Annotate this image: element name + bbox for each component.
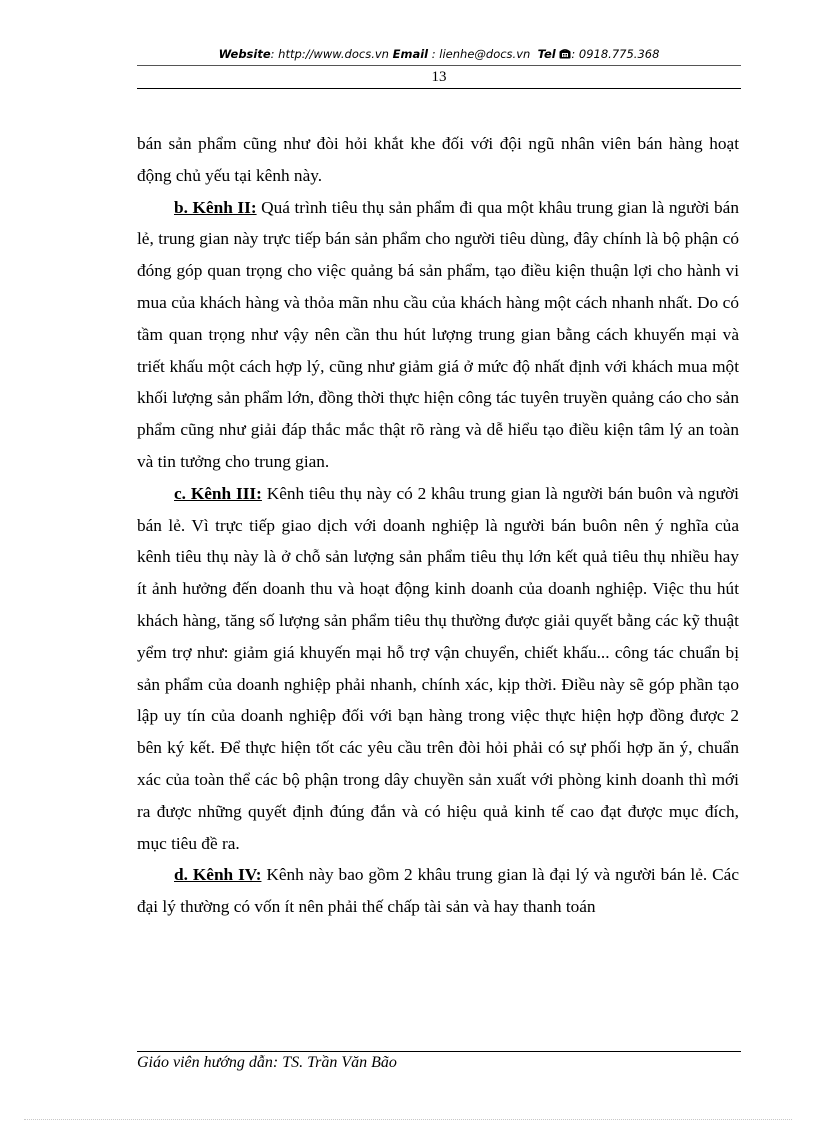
tel-label: Tel — [537, 47, 556, 61]
section-heading: b. Kênh II: — [174, 197, 257, 217]
email-value: : lienhe@docs.vn — [431, 47, 531, 61]
paragraph — [137, 128, 739, 192]
header-divider — [137, 65, 741, 66]
paragraph-text: Kênh này bao gồm 2 khâu trung gian là đại lý và người bán lẻ. Các đại lý thường có vốn ít nên phải thế chấp tài sản và hay thanh toán — [137, 865, 739, 917]
website-label: Website — [218, 47, 271, 61]
section-heading: c. Kênh III: — [174, 483, 262, 503]
page-header — [137, 47, 741, 61]
email-label: Email — [392, 47, 429, 61]
section-heading: d. Kênh IV: — [174, 865, 262, 885]
paragraph — [137, 478, 739, 860]
page-number-divider — [137, 88, 741, 89]
paragraph-text: Kênh tiêu thụ này có 2 khâu trung gian là người bán buôn và người bán lẻ. Vì trực tiếp giao dịch với doanh nghiệp là người bán buôn nên ý nghĩa của kênh tiêu thụ này là ở chỗ sản lượng sản phẩm tiêu thụ lớn kết quả tiêu thụ nhiều hay ít ảnh hưởng đến doanh thu và hoạt động kinh doanh của doanh nghiệp. Việc thu hút khách hàng, tăng số lượng sản phẩm tiêu thụ thường được giải quyết bằng các kỹ thuật yểm trợ như: giảm giá khuyến mại hỗ trợ vận chuyển, chiết khấu... công tác chuẩn bị sản phẩm của doanh nghiệp phải nhanh, chính xác, kịp thời. Điều này sẽ góp phần tạo lập uy tín của doanh nghiệp đối với bạn hàng trong việc thực hiện hợp đồng được 2 bên ký kết. Để thực hiện tốt các yêu cầu trên đòi hỏi phải có sự phối hợp ăn ý, chuẩn xác của toàn thể các bộ phận trong dây chuyền sản xuất với phòng kinh doanh thì mới ra được những quyết định đúng đắn và có hiệu quả kinh tế cao đạt được mục đích, mục tiêu đề ra. — [137, 483, 739, 853]
phone-icon — [559, 48, 571, 59]
page-edge — [24, 1119, 792, 1120]
tel-value: : 0918.775.368 — [571, 47, 660, 61]
website-value: : http://www.docs.vn — [270, 47, 389, 61]
body-text — [137, 128, 739, 923]
paragraph — [137, 859, 739, 923]
page-number: 13 — [431, 69, 447, 85]
paragraph-text: bán sản phẩm cũng như đòi hỏi khắt khe đối với đội ngũ nhân viên bán hàng hoạt động chủ yếu tại kênh này. — [137, 134, 739, 185]
footer-divider — [137, 1051, 741, 1052]
paragraph-text: Quá trình tiêu thụ sản phẩm đi qua một khâu trung gian là người bán lẻ, trung gian này trực tiếp bán sản phẩm cho người tiêu dùng, đây chính là bộ phận có đóng góp quan trọng cho việc quảng bá sản phẩm, tạo điều kiện thuận lợi cho hành vi mua của khách hàng và thỏa mãn nhu cầu của khách hàng một cách nhanh nhất. Do có tầm quan trọng như vậy nên cần thu hút lượng trung gian bằng cách khuyến mại và triết khấu một cách hợp lý, cũng như giảm giá ở mức độ nhất định với khách mua một khối lượng sản phẩm lớn, đồng thời thực hiện công tác tuyên truyền quảng cáo cho sản phẩm cũng như giải đáp thắc mắc thật rõ ràng và dễ hiểu tạo điều kiện tâm lý an toàn và tin tưởng cho trung gian. — [137, 197, 739, 471]
page-footer: Giáo viên hướng dẫn: TS. Trần Văn Bão — [137, 1054, 397, 1071]
paragraph — [137, 192, 739, 478]
